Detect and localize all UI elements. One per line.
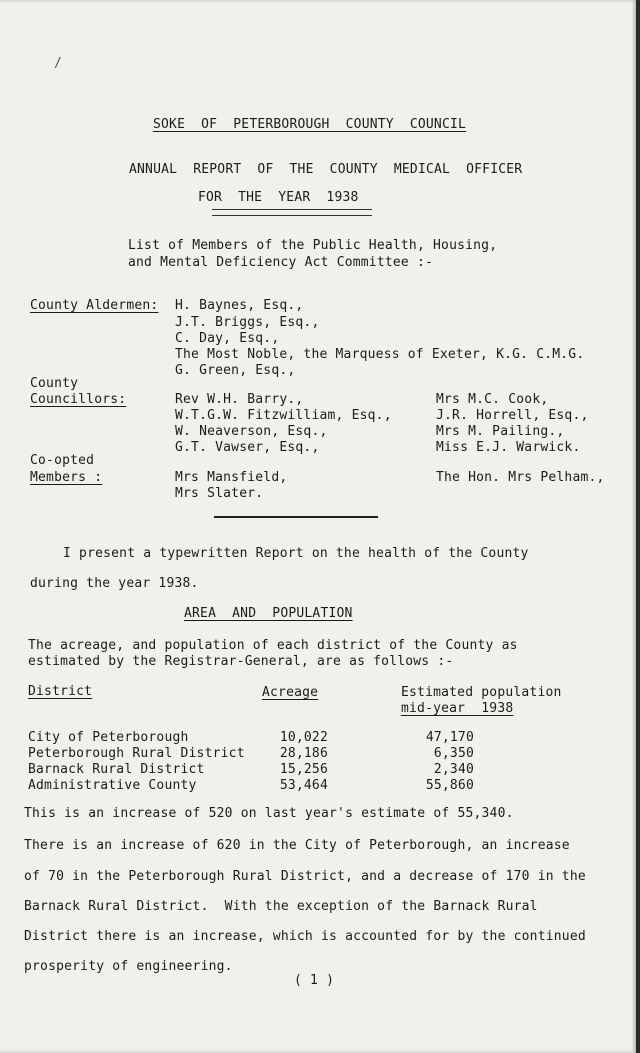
table-cell-district: Barnack Rural District: [28, 762, 205, 777]
councillor-entry: Mrs M. Pailing.,: [436, 424, 565, 439]
area-heading: AREA AND POPULATION: [184, 606, 353, 621]
body-line: District there is an increase, which is accounted for by the continued: [24, 929, 586, 944]
column-header-population-1: Estimated population: [401, 685, 562, 700]
report-title-line-2: FOR THE YEAR 1938: [198, 190, 359, 205]
table-cell-acreage: 15,256: [279, 762, 328, 777]
table-cell-district: Administrative County: [28, 778, 197, 793]
councillors-label-line-1: County: [30, 376, 79, 391]
intro-line-2: during the year 1938.: [30, 576, 199, 591]
council-title: SOKE OF PETERBOROUGH COUNTY COUNCIL: [153, 117, 467, 132]
councillor-entry: Miss E.J. Warwick.: [436, 440, 581, 455]
body-line: This is an increase of 520 on last year's estimate of 55,340.: [24, 806, 514, 821]
table-cell-acreage: 10,022: [279, 730, 328, 745]
table-cell-population: 6,350: [433, 746, 474, 761]
intro-line-1: I present a typewritten Report on the health of the County: [63, 546, 529, 561]
alderman-entry: The Most Noble, the Marquess of Exeter, K.G. C.M.G.: [175, 347, 585, 362]
page-number: ( 1 ): [294, 973, 335, 988]
councillor-entry: Mrs M.C. Cook,: [436, 392, 549, 407]
table-cell-population: 47,170: [425, 730, 474, 745]
alderman-entry: J.T. Briggs, Esq.,: [175, 315, 320, 330]
coopted-entry: Mrs Slater.: [175, 486, 264, 501]
councillors-label-line-2: Councillors:: [30, 392, 127, 407]
councillor-entry: Rev W.H. Barry.,: [175, 392, 304, 407]
area-desc-line-1: The acreage, and population of each district of the County as: [28, 638, 518, 653]
table-cell-acreage: 28,186: [279, 746, 328, 761]
margin-mark: /: [54, 56, 62, 71]
section-rule: [214, 516, 378, 518]
column-header-acreage: Acreage: [262, 685, 319, 700]
councillor-entry: J.R. Horrell, Esq.,: [436, 408, 589, 423]
coopted-entry: The Hon. Mrs Pelham.,: [436, 470, 605, 485]
committee-intro-line-2: and Mental Deficiency Act Committee :-: [128, 255, 434, 270]
title-double-rule: [212, 209, 372, 216]
coopted-entry: Mrs Mansfield,: [175, 470, 288, 485]
table-cell-acreage: 53,464: [279, 778, 328, 793]
body-line: There is an increase of 620 in the City of Peterborough, an increase: [24, 838, 570, 853]
body-line: of 70 in the Peterborough Rural District, and a decrease of 170 in the: [24, 869, 586, 884]
table-cell-population: 2,340: [433, 762, 474, 777]
column-header-population-2: mid-year 1938: [401, 701, 514, 716]
body-line: prosperity of engineering.: [24, 959, 233, 974]
body-line: Barnack Rural District. With the exception of the Barnack Rural: [24, 899, 538, 914]
table-cell-district: City of Peterborough: [28, 730, 189, 745]
alderman-entry: G. Green, Esq.,: [175, 363, 296, 378]
coopted-label-line-1: Co-opted: [30, 453, 95, 468]
councillor-entry: W.T.G.W. Fitzwilliam, Esq.,: [175, 408, 392, 423]
table-cell-district: Peterborough Rural District: [28, 746, 245, 761]
column-header-district: District: [28, 684, 93, 699]
report-title-line-1: ANNUAL REPORT OF THE COUNTY MEDICAL OFFICER: [129, 162, 523, 177]
area-desc-line-2: estimated by the Registrar-General, are as follows :-: [28, 654, 454, 669]
coopted-label-line-2: Members :: [30, 470, 103, 485]
aldermen-label: County Aldermen:: [30, 298, 159, 313]
table-cell-population: 55,860: [425, 778, 474, 793]
committee-intro-line-1: List of Members of the Public Health, Housing,: [128, 238, 498, 253]
alderman-entry: H. Baynes, Esq.,: [175, 298, 304, 313]
alderman-entry: C. Day, Esq.,: [175, 331, 280, 346]
councillor-entry: W. Neaverson, Esq.,: [175, 424, 328, 439]
councillor-entry: G.T. Vawser, Esq.,: [175, 440, 320, 455]
